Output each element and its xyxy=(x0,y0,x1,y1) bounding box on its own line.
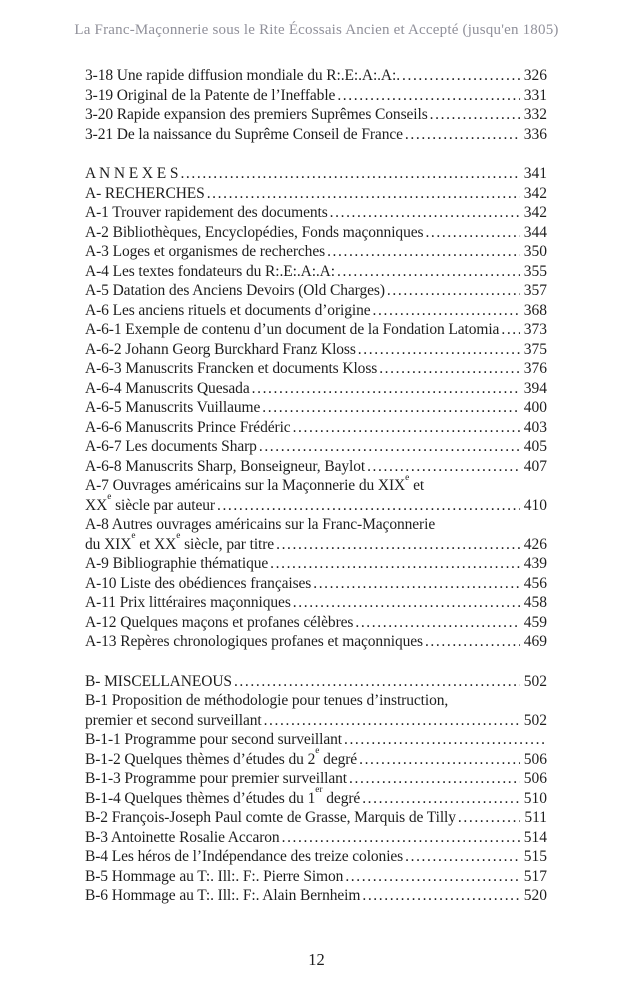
toc-entry-page: 506 xyxy=(523,750,547,768)
toc-entry xyxy=(85,359,547,379)
toc-entry-page: 502 xyxy=(523,711,547,729)
dot-leader xyxy=(373,301,520,321)
toc-entry-label: 3-18 Une rapide diffusion mondiale du R:.E:.A:.A:. xyxy=(85,67,400,84)
toc-entry xyxy=(85,632,547,652)
toc-entry-label: B-3 Antoinette Rosalie Accaron xyxy=(85,828,280,846)
toc-entry xyxy=(85,672,547,692)
toc-entry xyxy=(85,242,547,262)
toc-entry-page: 350 xyxy=(523,243,547,260)
toc-entry xyxy=(85,515,547,535)
toc-entry-page: 456 xyxy=(523,574,547,592)
toc-entry xyxy=(85,164,547,184)
toc-entry-label: A-9 Bibliographie thématique xyxy=(85,555,269,572)
toc-entry-page: 426 xyxy=(523,535,547,553)
dot-leader xyxy=(293,418,520,438)
toc-entry xyxy=(85,746,547,770)
toc-entry-label: A-2 Bibliothèques, Encyclopédies, Fonds maçonniques xyxy=(85,223,424,241)
dot-leader xyxy=(359,750,520,770)
toc-entry xyxy=(85,262,547,282)
dot-leader xyxy=(358,340,520,360)
toc-entry-page: 459 xyxy=(523,613,547,631)
page-number: 12 xyxy=(308,950,325,969)
dot-leader xyxy=(458,808,520,828)
toc-entry-label: B-1-1 Programme pour second surveillant xyxy=(85,731,342,748)
toc-entry xyxy=(85,593,547,613)
toc-entry xyxy=(85,847,547,867)
toc-entry xyxy=(85,808,547,828)
dot-leader xyxy=(367,457,520,477)
toc-entry-label: 3-19 Original de la Patente de l’Ineffable xyxy=(85,86,336,104)
dot-leader xyxy=(313,574,520,594)
running-header: La Franc-Maçonnerie sous le Rite Écossais Ancien et Accepté (jusqu'en 1805) xyxy=(74,22,559,38)
dot-leader xyxy=(276,535,520,555)
toc-entry xyxy=(85,203,547,223)
dot-leader xyxy=(264,711,520,731)
toc-entry xyxy=(85,86,547,106)
toc-entry-label: A-6-1 Exemple de contenu d’un document de la Fondation Latomia xyxy=(85,321,500,338)
toc-entry-page: 400 xyxy=(523,399,547,416)
toc-entry xyxy=(85,379,547,399)
toc-section xyxy=(85,164,547,652)
toc-entry-page: 368 xyxy=(523,301,547,319)
toc-entry-page: 405 xyxy=(523,438,547,455)
dot-leader xyxy=(259,437,520,457)
toc-entry-label: B-6 Hommage au T:. Ill:. F:. Alain Bernheim xyxy=(85,887,361,904)
toc-entry xyxy=(85,125,547,145)
dot-leader xyxy=(337,86,519,106)
toc-entry-label: A-6-4 Manuscrits Quesada xyxy=(85,379,250,397)
toc-entry-label: A-6-2 Johann Georg Burckhard Franz Kloss xyxy=(85,340,356,358)
toc-entry-label: B-4 Les héros de l’Indépendance des treize colonies xyxy=(85,848,404,865)
toc-entry-page: 342 xyxy=(523,204,547,221)
toc-entry xyxy=(85,867,547,887)
dot-leader xyxy=(349,769,520,789)
table-of-contents xyxy=(85,66,547,906)
toc-entry-label: 3-21 De la naissance du Suprême Conseil de France xyxy=(85,125,403,143)
dot-leader xyxy=(405,125,520,145)
toc-entry-label: A-7 Ouvrages américains sur la Maçonnerie du XIXe et xyxy=(85,472,425,494)
toc-entry xyxy=(85,281,547,301)
toc-entry-label: A N N E X E S xyxy=(85,165,179,182)
toc-entry-label: B-2 François-Joseph Paul comte de Grasse, Marquis de Tilly xyxy=(85,809,456,826)
toc-entry-label: A-6 Les anciens rituels et documents d’origine xyxy=(85,301,371,319)
dot-leader xyxy=(180,164,519,184)
toc-entry-label: A-3 Loges et organismes de recherches xyxy=(85,243,326,260)
toc-entry-page: 373 xyxy=(523,321,547,338)
toc-entry-label: A-6-6 Manuscrits Prince Frédéric xyxy=(85,418,291,436)
toc-entry-label: A-6-7 Les documents Sharp xyxy=(85,438,257,455)
toc-entry xyxy=(85,785,547,809)
dot-leader xyxy=(344,730,547,750)
toc-entry-page: 342 xyxy=(523,184,547,202)
dot-leader xyxy=(379,359,520,379)
toc-entry-label: A-6-3 Manuscrits Francken et documents Kloss xyxy=(85,360,378,377)
dot-leader xyxy=(270,554,520,574)
toc-entry-page: 506 xyxy=(523,770,547,787)
toc-entry xyxy=(85,301,547,321)
toc-entry xyxy=(85,531,547,555)
toc-entry-label: B- MISCELLANEOUS xyxy=(85,672,232,690)
toc-entry xyxy=(85,66,547,86)
toc-entry-label: A-13 Repères chronologiques profanes et maçonniques xyxy=(85,633,423,650)
toc-entry xyxy=(85,711,547,731)
toc-entry-label: XXe siècle par auteur xyxy=(85,492,215,514)
dot-leader xyxy=(252,379,520,399)
toc-entry-label: A- RECHERCHES xyxy=(85,184,205,202)
dot-leader xyxy=(217,496,520,516)
dot-leader xyxy=(501,320,519,340)
toc-entry-page: 336 xyxy=(523,125,547,143)
dot-leader xyxy=(355,613,519,633)
toc-entry xyxy=(85,340,547,360)
toc-entry-page: 517 xyxy=(523,867,547,885)
dot-leader xyxy=(330,203,520,223)
toc-entry-page: 407 xyxy=(523,457,547,475)
dot-leader xyxy=(430,105,520,125)
toc-entry-label: B-1-4 Quelques thèmes d’études du 1er degré xyxy=(85,785,361,807)
dot-leader xyxy=(207,184,520,204)
toc-section xyxy=(85,672,547,906)
toc-entry-page: 511 xyxy=(524,809,547,826)
toc-entry-page: 331 xyxy=(523,86,547,104)
toc-entry-label: A-10 Liste des obédiences françaises xyxy=(85,574,312,592)
toc-entry-page: 410 xyxy=(523,496,547,514)
toc-entry xyxy=(85,492,547,516)
toc-entry-label: A-6-5 Manuscrits Vuillaume xyxy=(85,399,261,416)
toc-entry xyxy=(85,554,547,574)
toc-entry-label: A-11 Prix littéraires maçonniques xyxy=(85,594,291,611)
toc-entry xyxy=(85,472,547,496)
toc-entry-page: 375 xyxy=(523,340,547,358)
toc-entry xyxy=(85,613,547,633)
dot-leader xyxy=(425,632,520,652)
dot-leader xyxy=(282,828,520,848)
toc-entry-page: 376 xyxy=(523,360,547,377)
toc-entry-page: 439 xyxy=(523,555,547,572)
dot-leader xyxy=(345,867,519,887)
toc-entry-label: B-5 Hommage au T:. Ill:. F:. Pierre Simon xyxy=(85,867,344,885)
dot-leader xyxy=(402,66,520,86)
dot-leader xyxy=(362,886,519,906)
dot-leader xyxy=(337,262,520,282)
toc-entry-page: 357 xyxy=(523,282,547,299)
dot-leader xyxy=(234,672,520,692)
toc-entry xyxy=(85,828,547,848)
toc-entry-page: 520 xyxy=(523,887,547,904)
toc-entry xyxy=(85,223,547,243)
toc-entry-label: A-4 Les textes fondateurs du R:.E:.A:.A: xyxy=(85,262,335,280)
dot-leader xyxy=(293,593,520,613)
toc-entry-page: 514 xyxy=(523,828,547,846)
toc-entry xyxy=(85,437,547,457)
toc-entry-label: du XIXe et XXe siècle, par titre xyxy=(85,531,275,553)
toc-entry-label: B-1-3 Programme pour premier surveillant xyxy=(85,770,348,787)
dot-leader xyxy=(262,398,519,418)
toc-entry-label: A-6-8 Manuscrits Sharp, Bonseigneur, Baylot xyxy=(85,457,366,475)
toc-entry-page: 341 xyxy=(523,165,547,182)
toc-entry-page: 344 xyxy=(523,223,547,241)
toc-entry-page: 403 xyxy=(523,418,547,436)
toc-entry-label: 3-20 Rapide expansion des premiers Suprêmes Conseils xyxy=(85,106,428,123)
toc-entry-page: 458 xyxy=(523,594,547,611)
toc-entry-label: A-12 Quelques maçons et profanes célèbres xyxy=(85,613,354,631)
toc-entry-label: A-1 Trouver rapidement des documents xyxy=(85,204,328,221)
toc-entry xyxy=(85,418,547,438)
dot-leader xyxy=(425,223,519,243)
toc-entry-page: 332 xyxy=(523,106,547,123)
toc-entry xyxy=(85,457,547,477)
toc-entry-label: premier et second surveillant xyxy=(85,711,262,729)
toc-entry-page: 502 xyxy=(523,672,547,690)
toc-entry-page: 515 xyxy=(523,848,547,865)
toc-entry-page: 469 xyxy=(523,633,547,650)
toc-entry xyxy=(85,184,547,204)
toc-entry-page: 510 xyxy=(523,789,547,807)
toc-entry xyxy=(85,320,547,340)
toc-entry-label: A-5 Datation des Anciens Devoirs (Old Charges) xyxy=(85,282,385,299)
toc-entry xyxy=(85,574,547,594)
toc-entry xyxy=(85,105,547,125)
dot-leader xyxy=(387,281,520,301)
dot-leader xyxy=(405,847,520,867)
toc-entry-page: 326 xyxy=(523,67,547,84)
toc-entry xyxy=(85,398,547,418)
toc-entry-page: 355 xyxy=(523,262,547,280)
toc-entry-page: 394 xyxy=(523,379,547,397)
toc-entry-label: A-8 Autres ouvrages américains sur la Franc-Maçonnerie xyxy=(85,516,436,533)
toc-entry xyxy=(85,691,547,711)
dot-leader xyxy=(327,242,520,262)
dot-leader xyxy=(362,789,520,809)
toc-entry-label: B-1-2 Quelques thèmes d’études du 2e degré xyxy=(85,746,358,768)
toc-section xyxy=(85,66,547,144)
toc-entry-label: B-1 Proposition de méthodologie pour tenues d’instruction, xyxy=(85,692,449,709)
toc-entry xyxy=(85,886,547,906)
